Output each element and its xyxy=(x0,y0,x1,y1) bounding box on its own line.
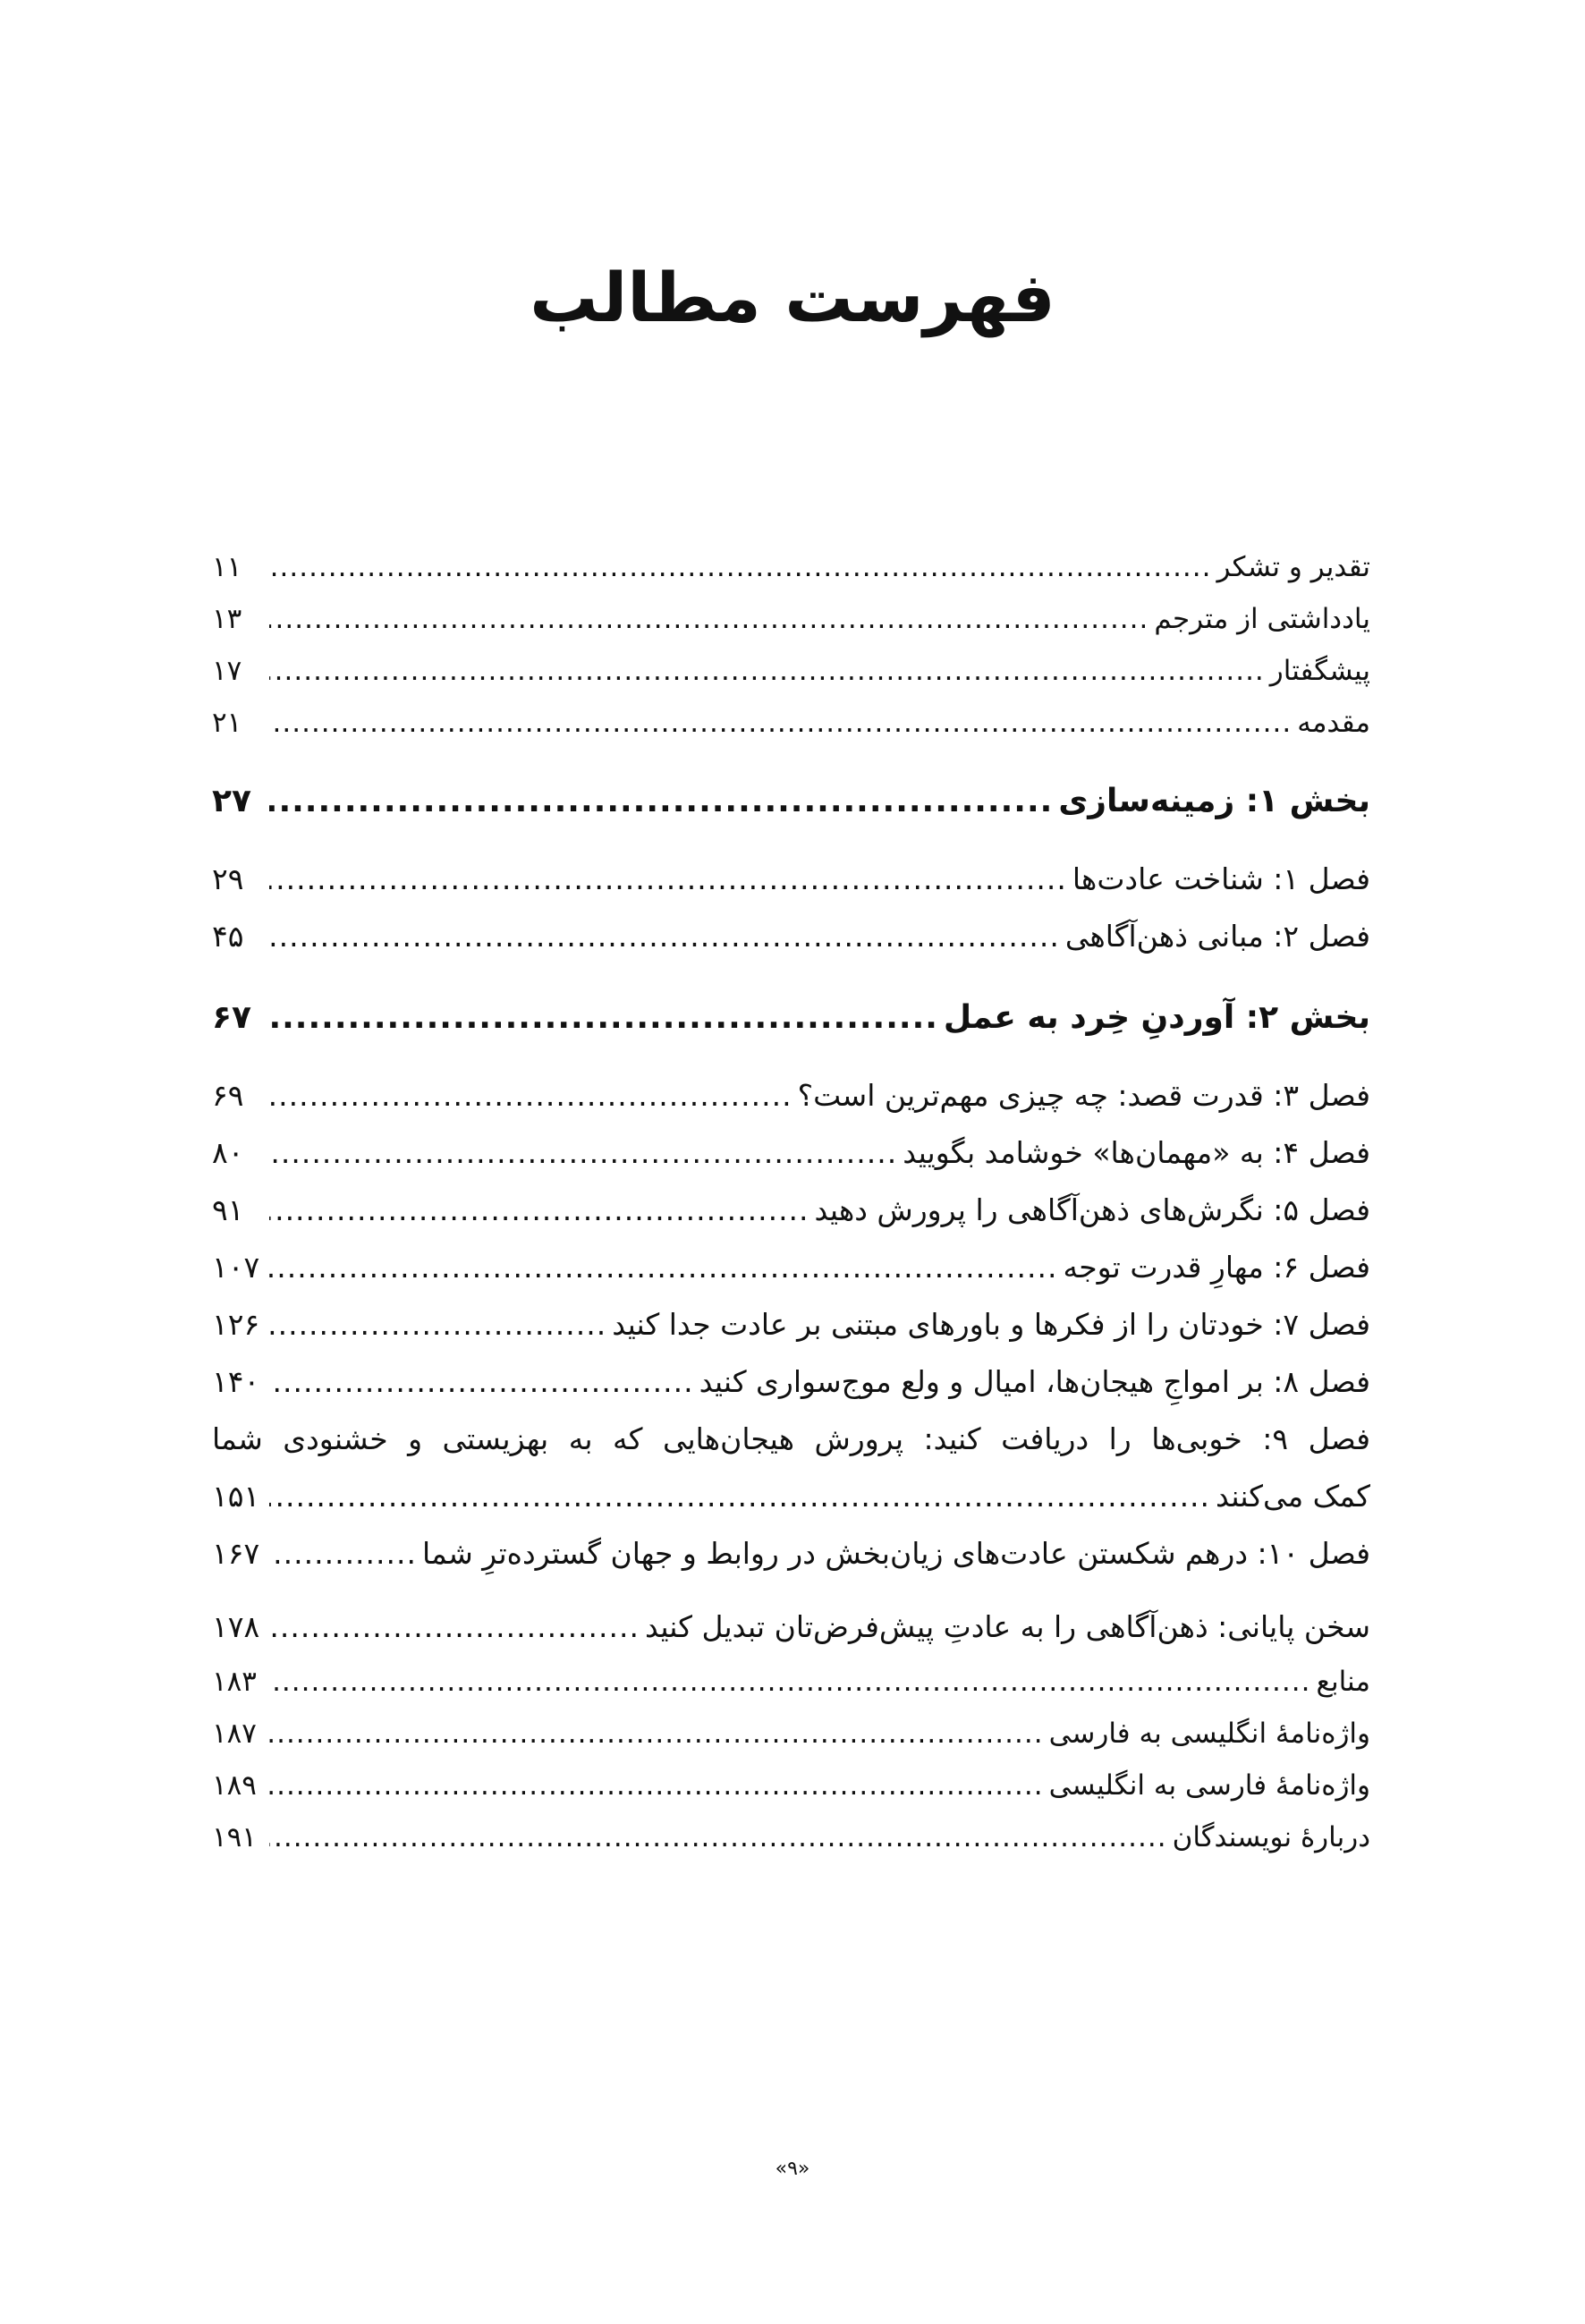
toc-part-heading[interactable] xyxy=(212,765,1370,838)
toc-chapter[interactable] xyxy=(212,1353,1370,1411)
toc-entry-page: ۱۸۹ xyxy=(212,1769,257,1802)
dot-leader xyxy=(269,1760,1044,1811)
toc-entry-label: سخن پایانی: ذهن‌آگاهی را به عادتِ پیش‌فرض‌تان تبدیل کنید xyxy=(645,1609,1370,1644)
dot-leader xyxy=(269,1182,809,1239)
toc-chapter-page: ۴۵ xyxy=(212,919,244,954)
toc-entry[interactable] xyxy=(212,593,1370,645)
toc-entry[interactable] xyxy=(212,541,1370,593)
toc-entry[interactable] xyxy=(212,1760,1370,1811)
toc-chapter-label: فصل ۵: نگرش‌های ذهن‌آگاهی را پرورش دهید xyxy=(814,1192,1370,1227)
toc-entry-label: تقدیر و تشکر xyxy=(1216,551,1370,583)
toc-entry[interactable] xyxy=(212,1599,1370,1656)
toc-chapter-page: ۱۵۱ xyxy=(212,1479,260,1514)
toc-entry-page: ۱۸۳ xyxy=(212,1666,257,1698)
toc-chapter-page: ۱۶۷ xyxy=(212,1536,260,1571)
toc-chapter-label: فصل ۱۰: درهم شکستن عادت‌های زیان‌بخش در روابط و جهان گسترده‌ترِ شما xyxy=(422,1536,1370,1571)
page-number: «۹» xyxy=(775,2158,810,2180)
toc-chapter-line2 xyxy=(212,1468,1370,1525)
toc-chapter-label: فصل ۴: به «مهمان‌ها» خوشامد بگویید xyxy=(903,1135,1370,1170)
toc-chapter[interactable] xyxy=(212,1411,1370,1525)
toc-entry-page: ۲۱ xyxy=(212,707,242,739)
toc-chapter-label: فصل ۲: مبانی ذهن‌آگاهی xyxy=(1064,919,1370,954)
toc-chapter-page: ۱۴۰ xyxy=(212,1364,260,1399)
dot-leader xyxy=(269,593,1148,645)
toc-entry-label: واژه‌نامهٔ فارسی به انگلیسی xyxy=(1048,1769,1370,1802)
toc-chapter-page: ۲۹ xyxy=(212,861,244,896)
toc-chapter[interactable] xyxy=(212,1124,1370,1182)
toc-part-page: ۶۷ xyxy=(212,999,251,1036)
toc-entry[interactable] xyxy=(212,645,1370,697)
dot-leader xyxy=(269,645,1265,697)
toc-entry-label: واژه‌نامهٔ انگلیسی به فارسی xyxy=(1048,1718,1370,1750)
dot-leader xyxy=(269,908,1060,965)
toc-entry-page: ۱۱ xyxy=(212,551,242,583)
dot-leader xyxy=(269,1296,606,1353)
toc-chapter-page: ۱۰۷ xyxy=(212,1250,260,1285)
toc-chapter-label: فصل ۳: قدرت قصد: چه چیزی مهم‌ترین است؟ xyxy=(797,1078,1370,1113)
toc-entry-label: دربارهٔ نویسندگان xyxy=(1172,1821,1370,1853)
toc-entry[interactable] xyxy=(212,1656,1370,1708)
toc-entry-page: ۱۷۸ xyxy=(212,1609,260,1644)
toc-chapter[interactable] xyxy=(212,1525,1370,1582)
toc-entry-label: مقدمه xyxy=(1297,707,1370,739)
toc-entry-page: ۱۷ xyxy=(212,655,242,687)
toc-chapter-label: فصل ۸: بر امواجِ هیجان‌ها، امیال و ولع موج‌سواری کنید xyxy=(699,1364,1370,1399)
toc-chapter-label-line2: کمک می‌کنند xyxy=(1216,1479,1370,1514)
dot-leader xyxy=(269,1599,640,1656)
toc-entry-label: پیشگفتار xyxy=(1269,655,1370,687)
toc-chapter-page: ۹۱ xyxy=(212,1192,244,1227)
dot-leader xyxy=(269,1708,1044,1760)
toc-part-label: بخش ۲: آوردنِ خِرد به عمل xyxy=(943,999,1370,1036)
dot-leader xyxy=(269,697,1292,749)
dot-leader xyxy=(269,851,1067,908)
dot-leader xyxy=(269,1067,792,1124)
toc-chapter[interactable] xyxy=(212,1239,1370,1296)
toc-part-page: ۲۷ xyxy=(212,783,251,819)
dot-leader xyxy=(269,1656,1310,1708)
dot-leader xyxy=(269,1811,1167,1863)
toc-entry-label: منابع xyxy=(1316,1666,1370,1698)
dot-leader xyxy=(269,765,1053,838)
table-of-contents xyxy=(212,541,1370,1863)
toc-entry[interactable] xyxy=(212,1708,1370,1760)
toc-entry-page: ۱۹۱ xyxy=(212,1821,257,1853)
toc-chapter-page: ۶۹ xyxy=(212,1078,244,1113)
toc-entry-page: ۱۸۷ xyxy=(212,1718,257,1750)
toc-chapter[interactable] xyxy=(212,1067,1370,1124)
dot-leader xyxy=(269,1239,1058,1296)
dot-leader xyxy=(269,1124,897,1182)
toc-entry-page: ۱۳ xyxy=(212,603,242,635)
toc-chapter-label: فصل ۱: شناخت عادت‌ها xyxy=(1072,861,1370,896)
toc-chapter-page: ۸۰ xyxy=(212,1135,244,1170)
dot-leader xyxy=(269,1525,417,1582)
toc-entry[interactable] xyxy=(212,1811,1370,1863)
dot-leader xyxy=(269,541,1212,593)
dot-leader xyxy=(269,981,938,1055)
toc-chapter[interactable] xyxy=(212,1182,1370,1239)
toc-chapter-page: ۱۲۶ xyxy=(212,1307,260,1342)
toc-chapter[interactable] xyxy=(212,851,1370,908)
dot-leader xyxy=(269,1468,1210,1525)
toc-entry-label: یادداشتی از مترجم xyxy=(1154,603,1370,635)
toc-chapter[interactable] xyxy=(212,1296,1370,1353)
toc-chapter-label: فصل ۶: مهارِ قدرت توجه xyxy=(1063,1250,1370,1285)
toc-chapter[interactable] xyxy=(212,908,1370,965)
toc-chapter-label: فصل ۷: خودتان را از فکرها و باورهای مبتنی بر عادت جدا کنید xyxy=(612,1307,1370,1342)
toc-part-heading[interactable] xyxy=(212,981,1370,1055)
toc-entry[interactable] xyxy=(212,697,1370,749)
dot-leader xyxy=(269,1353,694,1411)
toc-chapter-label-line1: فصل ۹: خوبی‌ها را دریافت کنید: پرورش هیجان‌هایی که به بهزیستی و خشنودی شما xyxy=(212,1421,1371,1456)
toc-part-label: بخش ۱: زمینه‌سازی xyxy=(1058,783,1370,819)
page-title: فهرست مطالب xyxy=(530,258,1055,337)
